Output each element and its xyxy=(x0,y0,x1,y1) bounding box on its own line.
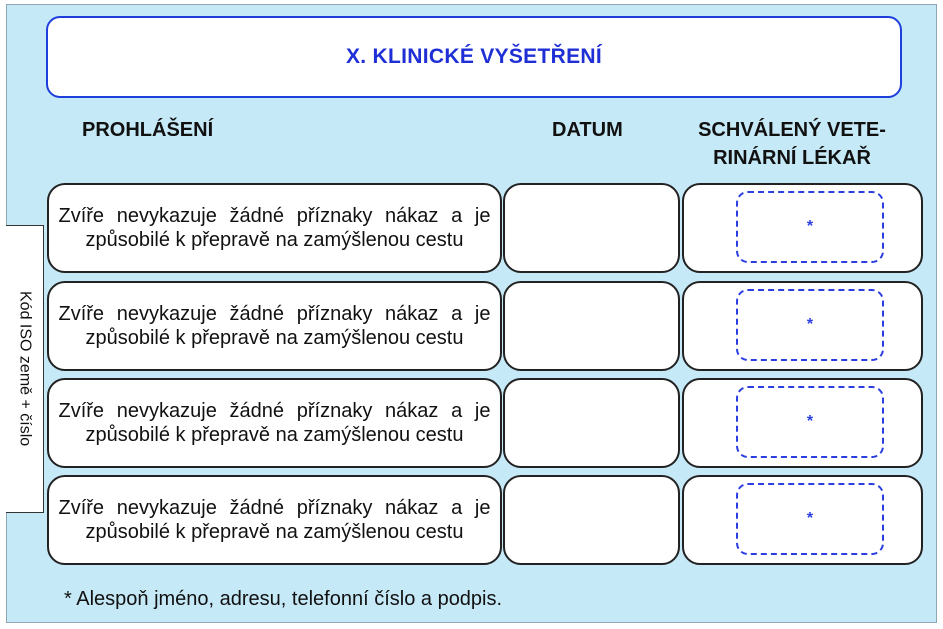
declaration-cell-1 xyxy=(47,183,502,273)
vet-stamp-field-4[interactable] xyxy=(736,483,884,555)
stamp-asterisk-1: * xyxy=(806,218,814,235)
column-header-vet-line2: RINÁRNÍ LÉKAŘ xyxy=(713,147,871,169)
footnote: * Alespoň jméno, adresu, telefonní číslo a podpis. xyxy=(64,588,503,610)
declaration-cell-4 xyxy=(47,475,502,565)
declaration-cell-3 xyxy=(47,378,502,468)
vet-stamp-field-2[interactable] xyxy=(736,289,884,361)
vet-cell-3 xyxy=(682,378,923,468)
column-header-declaration: PROHLÁŠENÍ xyxy=(82,119,214,141)
declaration-text-2: Zvíře nevykazuje žádné příznaky nákaz a je způsobilé k přepravě na zamýšlenou cestu xyxy=(58,303,491,349)
column-header-date: DATUM xyxy=(552,119,623,141)
vet-cell-1 xyxy=(682,183,923,273)
declaration-text-1: Zvíře nevykazuje žádné příznaky nákaz a je způsobilé k přepravě na zamýšlenou cestu xyxy=(58,205,491,251)
iso-code-side-tab xyxy=(6,225,44,513)
vet-cell-2 xyxy=(682,281,923,371)
declaration-text-4: Zvíře nevykazuje žádné příznaky nákaz a je způsobilé k přepravě na zamýšlenou cestu xyxy=(58,497,491,543)
stamp-asterisk-3: * xyxy=(806,413,814,430)
date-field-3[interactable] xyxy=(503,378,680,468)
section-title-box xyxy=(46,16,902,98)
column-header-vet-line1: SCHVÁLENÝ VETE- xyxy=(698,119,886,141)
date-field-2[interactable] xyxy=(503,281,680,371)
date-field-4[interactable] xyxy=(503,475,680,565)
declaration-text-3: Zvíře nevykazuje žádné příznaky nákaz a je způsobilé k přepravě na zamýšlenou cestu xyxy=(58,400,491,446)
iso-code-label: Kód ISO země + číslo xyxy=(16,291,34,447)
column-header-vet xyxy=(676,116,908,172)
vet-stamp-field-3[interactable] xyxy=(736,386,884,458)
vet-stamp-field-1[interactable] xyxy=(736,191,884,263)
stamp-asterisk-2: * xyxy=(806,316,814,333)
section-title: X. KLINICKÉ VYŠETŘENÍ xyxy=(345,45,602,68)
date-field-1[interactable] xyxy=(503,183,680,273)
declaration-cell-2 xyxy=(47,281,502,371)
vet-cell-4 xyxy=(682,475,923,565)
stamp-asterisk-4: * xyxy=(806,510,814,527)
